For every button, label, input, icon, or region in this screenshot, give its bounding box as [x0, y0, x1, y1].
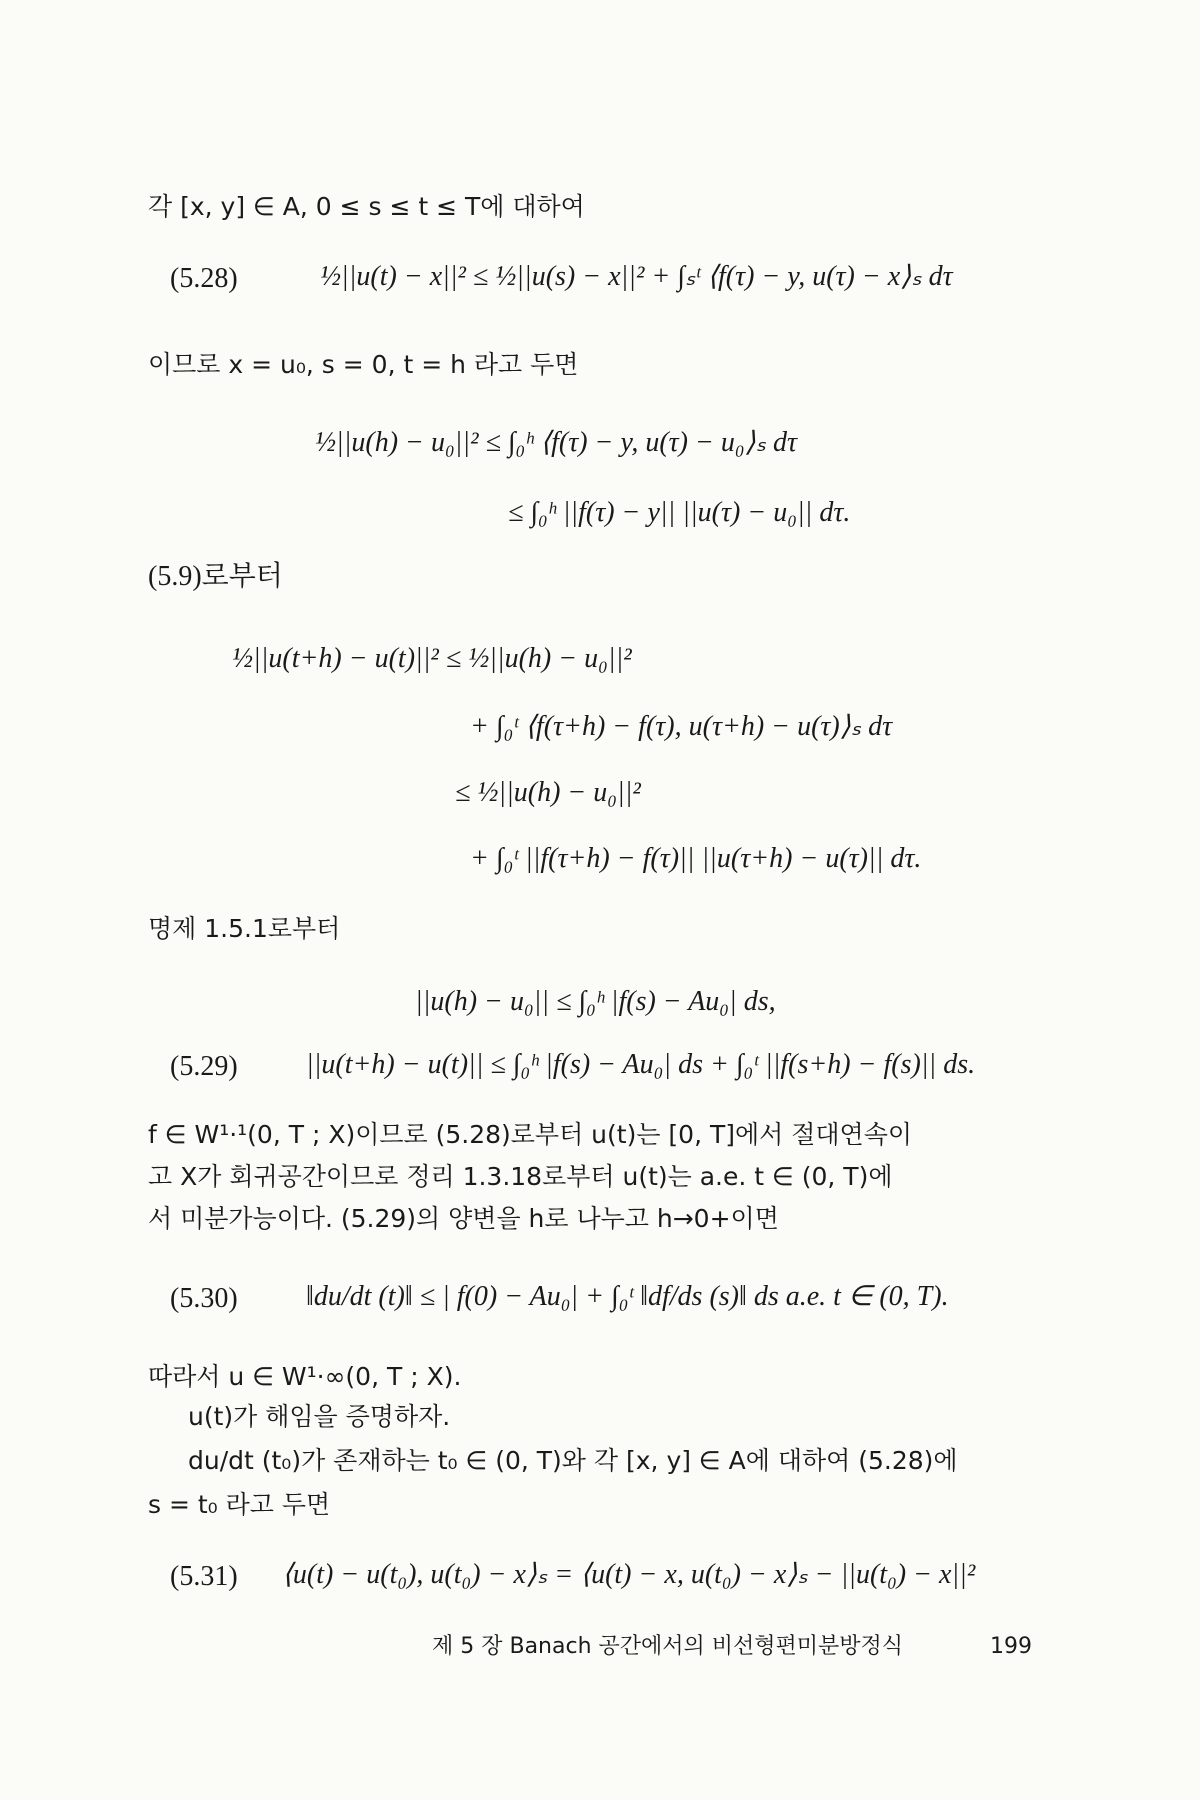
text-line: s = t₀ 라고 두면 [148, 1490, 331, 1519]
equation: ||u(h) − u₀|| ≤ ∫₀ʰ |f(s) − Au₀| ds, [415, 986, 776, 1017]
equation: ||u(t+h) − u(t)|| ≤ ∫₀ʰ |f(s) − Au₀| ds + ∫₀ᵗ ||f(s+h) − f(s)|| ds. [306, 1049, 976, 1080]
text-line: 각 [x, y] ∈ A, 0 ≤ s ≤ t ≤ T에 대하여 [148, 192, 585, 221]
page-number: 199 [990, 1634, 1032, 1659]
text-line: 명제 1.5.1로부터 [148, 914, 341, 943]
equation-label: (5.29) [170, 1051, 238, 1082]
text-line: 이므로 x = u₀, s = 0, t = h 라고 두면 [148, 350, 579, 379]
equation-label: (5.28) [170, 263, 238, 294]
text-line: 고 X가 회귀공간이므로 정리 1.3.18로부터 u(t)는 a.e. t ∈ (0, T)에 [148, 1162, 893, 1191]
text-line: (5.9)로부터 [148, 561, 283, 592]
text-line: 서 미분가능이다. (5.29)의 양변을 h로 나누고 h→0+이면 [148, 1204, 779, 1233]
text-line: 따라서 u ∈ W¹·∞(0, T ; X). [148, 1362, 462, 1391]
equation: ½||u(t+h) − u(t)||² ≤ ½||u(h) − u₀||² [232, 643, 632, 674]
equation: + ∫₀ᵗ ||f(τ+h) − f(τ)|| ||u(τ+h) − u(τ)|| dτ. [470, 843, 922, 874]
equation: ½||u(h) − u₀||² ≤ ∫₀ʰ ⟨f(τ) − y, u(τ) − u₀⟩ₛ dτ [315, 427, 798, 458]
equation: ≤ ∫₀ʰ ||f(τ) − y|| ||u(τ) − u₀|| dτ. [508, 497, 851, 528]
equation: + ∫₀ᵗ ⟨f(τ+h) − f(τ), u(τ+h) − u(τ)⟩ₛ dτ [470, 711, 893, 742]
equation-label: (5.30) [170, 1283, 238, 1314]
text-line: f ∈ W¹·¹(0, T ; X)이므로 (5.28)로부터 u(t)는 [0, T]에서 절대연속이 [148, 1120, 912, 1149]
equation: ‖du/dt (t)‖ ≤ | f(0) − Au₀| + ∫₀ᵗ ‖df/ds (s)‖ ds a.e. t ∈ (0, T). [306, 1281, 949, 1312]
equation: ≤ ½||u(h) − u₀||² [455, 777, 641, 808]
text-line: du/dt (t₀)가 존재하는 t₀ ∈ (0, T)와 각 [x, y] ∈ A에 대하여 (5.28)에 [188, 1446, 958, 1475]
equation: ⟨u(t) − u(t₀), u(t₀) − x⟩ₛ = ⟨u(t) − x, u(t₀) − x⟩ₛ − ||u(t₀) − x||² [282, 1559, 976, 1590]
text-line: u(t)가 해임을 증명하자. [188, 1402, 451, 1431]
equation-label: (5.31) [170, 1561, 238, 1592]
equation: ½||u(t) − x||² ≤ ½||u(s) − x||² + ∫ₛᵗ ⟨f(τ) − y, u(τ) − x⟩ₛ dτ [320, 261, 953, 292]
running-head: 제 5 장 Banach 공간에서의 비선형편미분방정식 [432, 1634, 904, 1659]
